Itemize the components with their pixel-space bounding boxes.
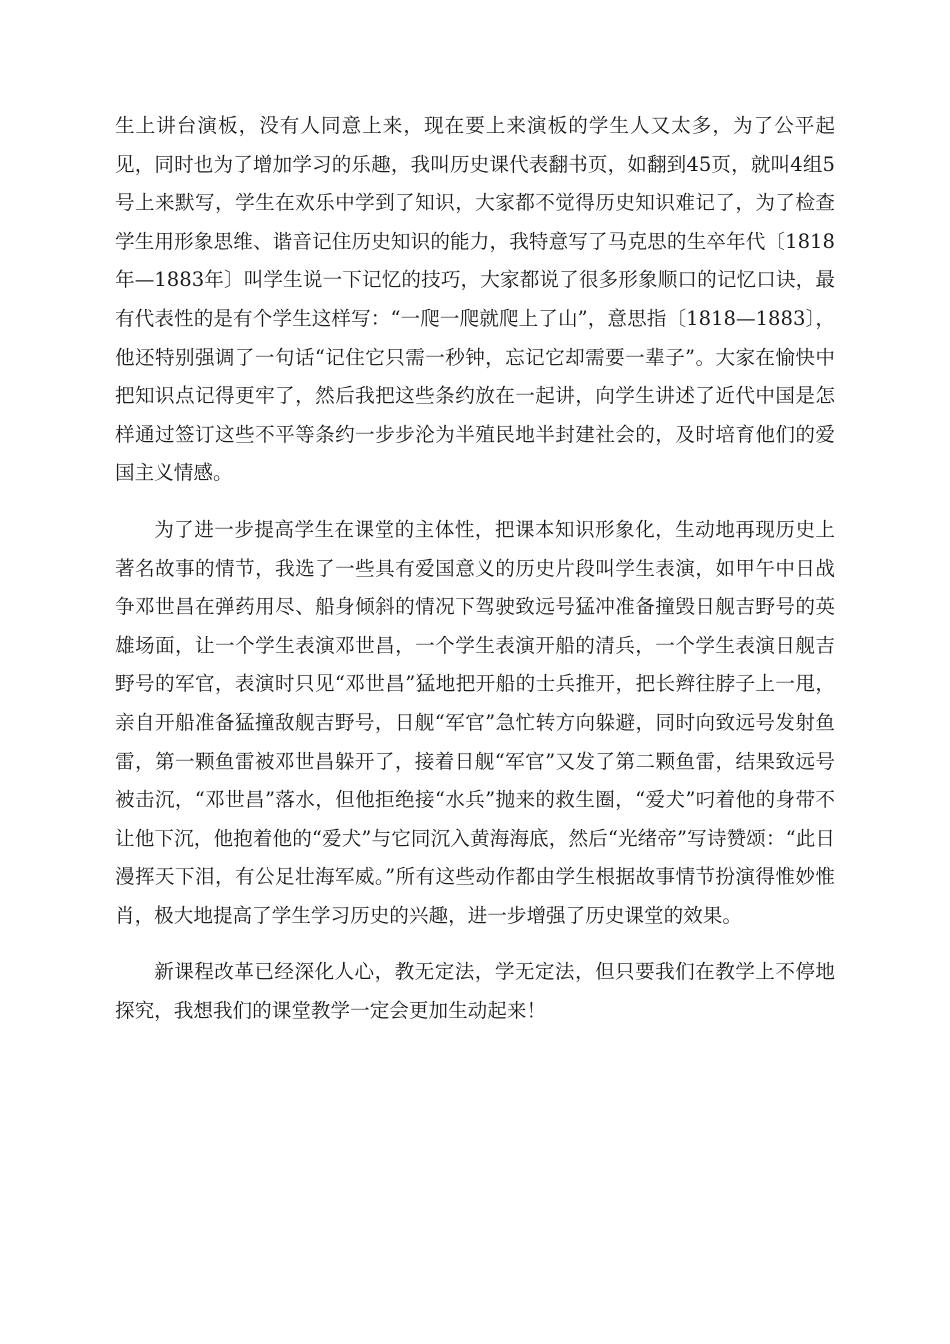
paragraph-3: 新课程改革已经深化人心，教无定法，学无定法，但只要我们在教学上不停地探究，我想我们的课堂教学一定会更加生动起来！: [115, 960, 835, 1023]
paragraph-1: 生上讲台演板，没有人同意上来，现在要上来演板的学生人又太多，为了公平起见，同时也为了增加学习的乐趣，我叫历史课代表翻书页，如翻到45页，就叫4组5号上来默写，学生在欢乐中学到了知识，大家都不觉得历史知识难记了，为了检查学生用形象思维、谐音记住历史知识的能力，我特意写了马克思的生卒年代〔1818年—1883年〕叫学生说一下记忆的技巧，大家都说了很多形象顺口的记忆口诀，最有代表性的是有个学生这样写：“一爬一爬就爬上了山”，意思指〔1818—1883〕，他还特别强调了一句话“记住它只需一秒钟，忘记它却需要一辈子”。大家在愉快中把知识点记得更牢了，然后我把这些条约放在一起讲，向学生讲述了近代中国是怎样通过签订这些不平等条约一步步沦为半殖民地半封建社会的，及时培育他们的爱国主义情感。: [115, 114, 835, 485]
paragraph-2: 为了进一步提高学生在课堂的主体性，把课本知识形象化，生动地再现历史上著名故事的情节，我选了一些具有爱国意义的历史片段叫学生表演，如甲午中日战争邓世昌在弹药用尽、船身倾斜的情况下驾驶致远号猛冲准备撞毁日舰吉野号的英雄场面，让一个学生表演邓世昌，一个学生表演开船的清兵，一个学生表演日舰吉野号的军官，表演时只见“邓世昌”猛地把开船的士兵推开，把长辫往脖子上一甩，亲自开船准备猛撞敌舰吉野号，日舰“军官”急忙转方向躲避，同时向致远号发射鱼雷，第一颗鱼雷被邓世昌躲开了，接着日舰“军官”又发了第二颗鱼雷，结果致远号被击沉，“邓世昌”落水，但他拒绝接“水兵”抛来的救生圈，“爱犬”叼着他的身带不让他下沉，他抱着他的“爱犬”与它同沉入黄海海底，然后“光绪帝”写诗赞颂：“此日漫挥天下泪，有公足壮海军威。”所有这些动作都由学生根据故事情节扮演得惟妙惟肖，极大地提高了学生学习历史的兴趣，进一步增强了历史课堂的效果。: [115, 517, 835, 927]
document-body: [115, 107, 835, 1031]
